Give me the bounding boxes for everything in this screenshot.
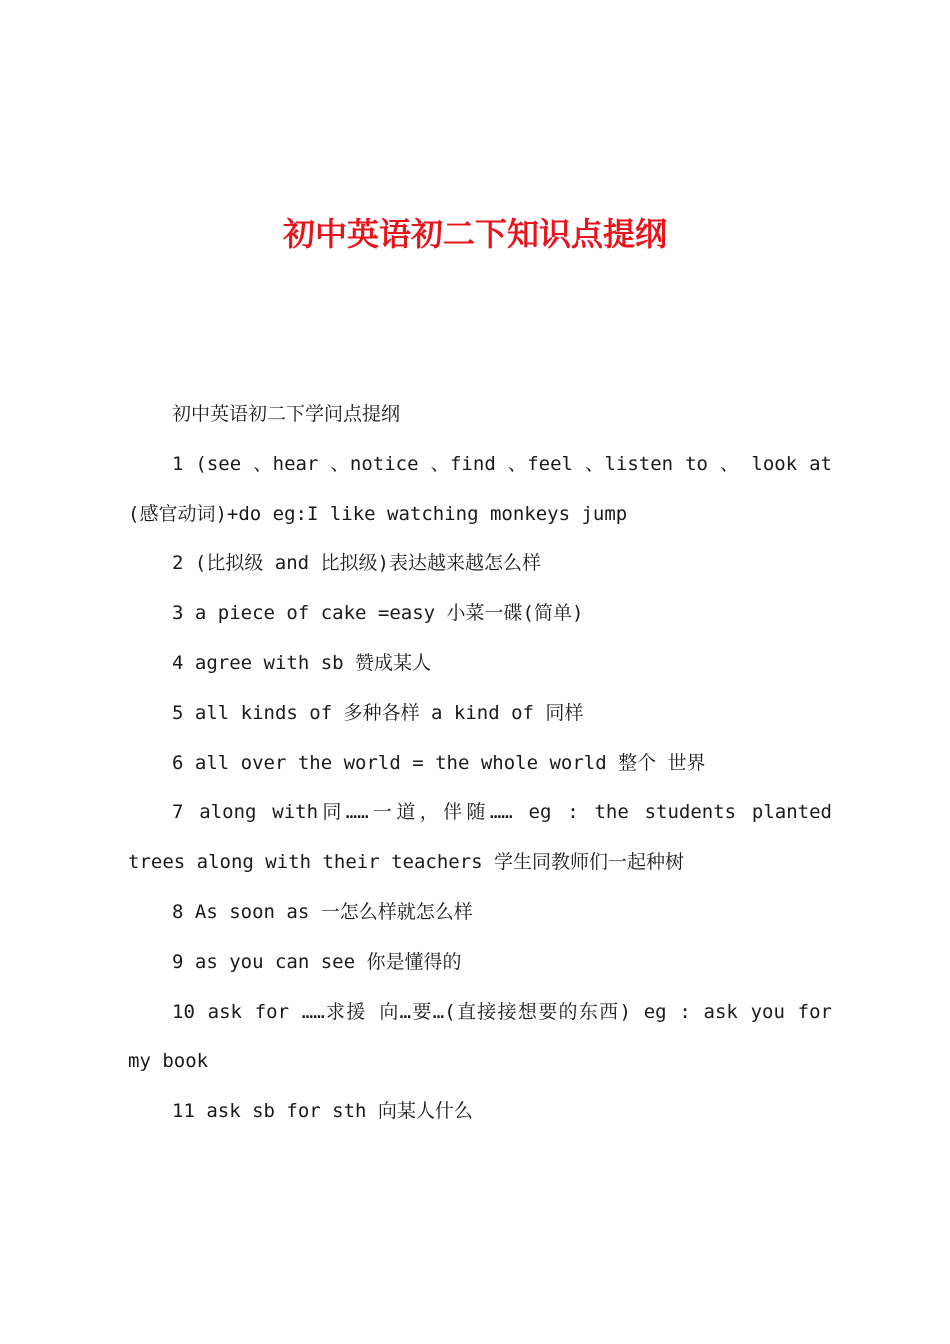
paragraph-item-4: 4 agree with sb 赞成某人 [172, 651, 432, 674]
paragraph-heading: 初中英语初二下学问点提纲 [172, 403, 401, 425]
paragraph-item-11: 11 ask sb for sth 向某人什么 [172, 1100, 473, 1123]
paragraph-item-8: 8 As soon as 一怎么样就怎么样 [172, 900, 473, 923]
paragraph-item-2: 2 (比拟级 and 比拟级)表达越来越怎么样 [172, 552, 541, 575]
paragraph-item-3: 3 a piece of cake =easy 小菜一碟(简单) [172, 602, 584, 625]
paragraph-item-10: 10 ask for ……求援 向…要…(直接接想要的东西) eg : ask you for my book [128, 1000, 832, 1073]
paragraph-item-9: 9 as you can see 你是懂得的 [172, 950, 462, 973]
paragraph-item-1: 1 (see 、hear 、notice 、find 、feel 、listen to 、 look at (感官动词)+do eg:I like watching monkeys jump [128, 452, 832, 525]
paragraph-item-7: 7 along with同……一道，伴随…… eg : the students planted trees along with their teachers 学生同教师们一起种树 [128, 801, 832, 874]
paragraph-item-6: 6 all over the world = the whole world 整个 世界 [172, 751, 706, 774]
document-body [128, 390, 832, 1137]
document-title: 初中英语初二下知识点提纲 [282, 215, 667, 253]
paragraph-item-5: 5 all kinds of 多种各样 a kind of 同样 [172, 701, 584, 724]
